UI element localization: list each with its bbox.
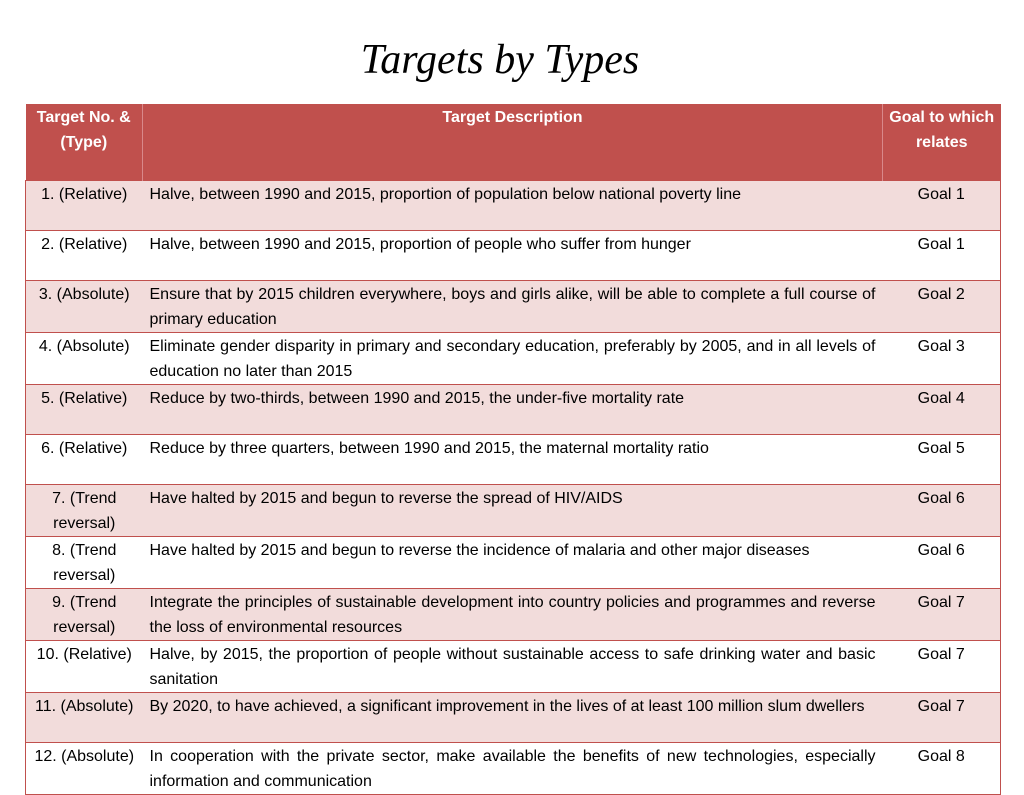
- table-header-row: [26, 104, 1001, 180]
- description-cell: Have halted by 2015 and begun to reverse the incidence of malaria and other major diseases: [143, 536, 883, 588]
- description-cell: Reduce by three quarters, between 1990 and 2015, the maternal mortality ratio: [143, 434, 883, 484]
- goal-cell: Goal 1: [883, 180, 1001, 230]
- target-cell: 8. (Trend reversal): [26, 536, 143, 588]
- goal-cell: Goal 4: [883, 384, 1001, 434]
- header-target-description: Target Description: [143, 104, 883, 180]
- table-row: [26, 280, 1001, 332]
- description-cell: Ensure that by 2015 children everywhere, boys and girls alike, will be able to complete a full course of primary education: [143, 280, 883, 332]
- goal-cell: Goal 7: [883, 588, 1001, 640]
- target-cell: 3. (Absolute): [26, 280, 143, 332]
- goal-cell: Goal 1: [883, 230, 1001, 280]
- slide-title: Targets by Types: [360, 37, 640, 83]
- target-cell: 2. (Relative): [26, 230, 143, 280]
- description-cell: Eliminate gender disparity in primary and secondary education, preferably by 2005, and in all levels of education no later than 2015: [143, 332, 883, 384]
- header-target-no: Target No. & (Type): [26, 104, 143, 180]
- target-cell: 4. (Absolute): [26, 332, 143, 384]
- table-row: [26, 230, 1001, 280]
- goal-cell: Goal 6: [883, 536, 1001, 588]
- goal-cell: Goal 7: [883, 692, 1001, 742]
- target-cell: 9. (Trend reversal): [26, 588, 143, 640]
- goal-cell: Goal 6: [883, 484, 1001, 536]
- table-row: [26, 180, 1001, 230]
- table-row: [26, 588, 1001, 640]
- description-cell: Halve, by 2015, the proportion of people without sustainable access to safe drinking water and basic sanitation: [143, 640, 883, 692]
- description-cell: Integrate the principles of sustainable development into country policies and programmes and reverse the loss of environmental resources: [143, 588, 883, 640]
- target-cell: 6. (Relative): [26, 434, 143, 484]
- target-cell: 10. (Relative): [26, 640, 143, 692]
- target-cell: 1. (Relative): [26, 180, 143, 230]
- target-cell: 12. (Absolute): [26, 742, 143, 794]
- table-row: [26, 536, 1001, 588]
- target-cell: 11. (Absolute): [26, 692, 143, 742]
- description-cell: Halve, between 1990 and 2015, proportion of people who suffer from hunger: [143, 230, 883, 280]
- goal-cell: Goal 3: [883, 332, 1001, 384]
- table-row: [26, 384, 1001, 434]
- table-row: [26, 640, 1001, 692]
- table-row: [26, 692, 1001, 742]
- goal-cell: Goal 8: [883, 742, 1001, 794]
- header-goal: Goal to which relates: [883, 104, 1001, 180]
- table-row: [26, 484, 1001, 536]
- description-cell: In cooperation with the private sector, make available the benefits of new technologies, especially information and communication: [143, 742, 883, 794]
- goal-cell: Goal 7: [883, 640, 1001, 692]
- target-cell: 7. (Trend reversal): [26, 484, 143, 536]
- description-cell: By 2020, to have achieved, a significant improvement in the lives of at least 100 million slum dwellers: [143, 692, 883, 742]
- goal-cell: Goal 5: [883, 434, 1001, 484]
- goal-cell: Goal 2: [883, 280, 1001, 332]
- description-cell: Have halted by 2015 and begun to reverse the spread of HIV/AIDS: [143, 484, 883, 536]
- table-row: [26, 434, 1001, 484]
- table-row: [26, 742, 1001, 794]
- target-cell: 5. (Relative): [26, 384, 143, 434]
- description-cell: Reduce by two-thirds, between 1990 and 2015, the under-five mortality rate: [143, 384, 883, 434]
- description-cell: Halve, between 1990 and 2015, proportion of population below national poverty line: [143, 180, 883, 230]
- targets-table: [25, 104, 1001, 795]
- table-row: [26, 332, 1001, 384]
